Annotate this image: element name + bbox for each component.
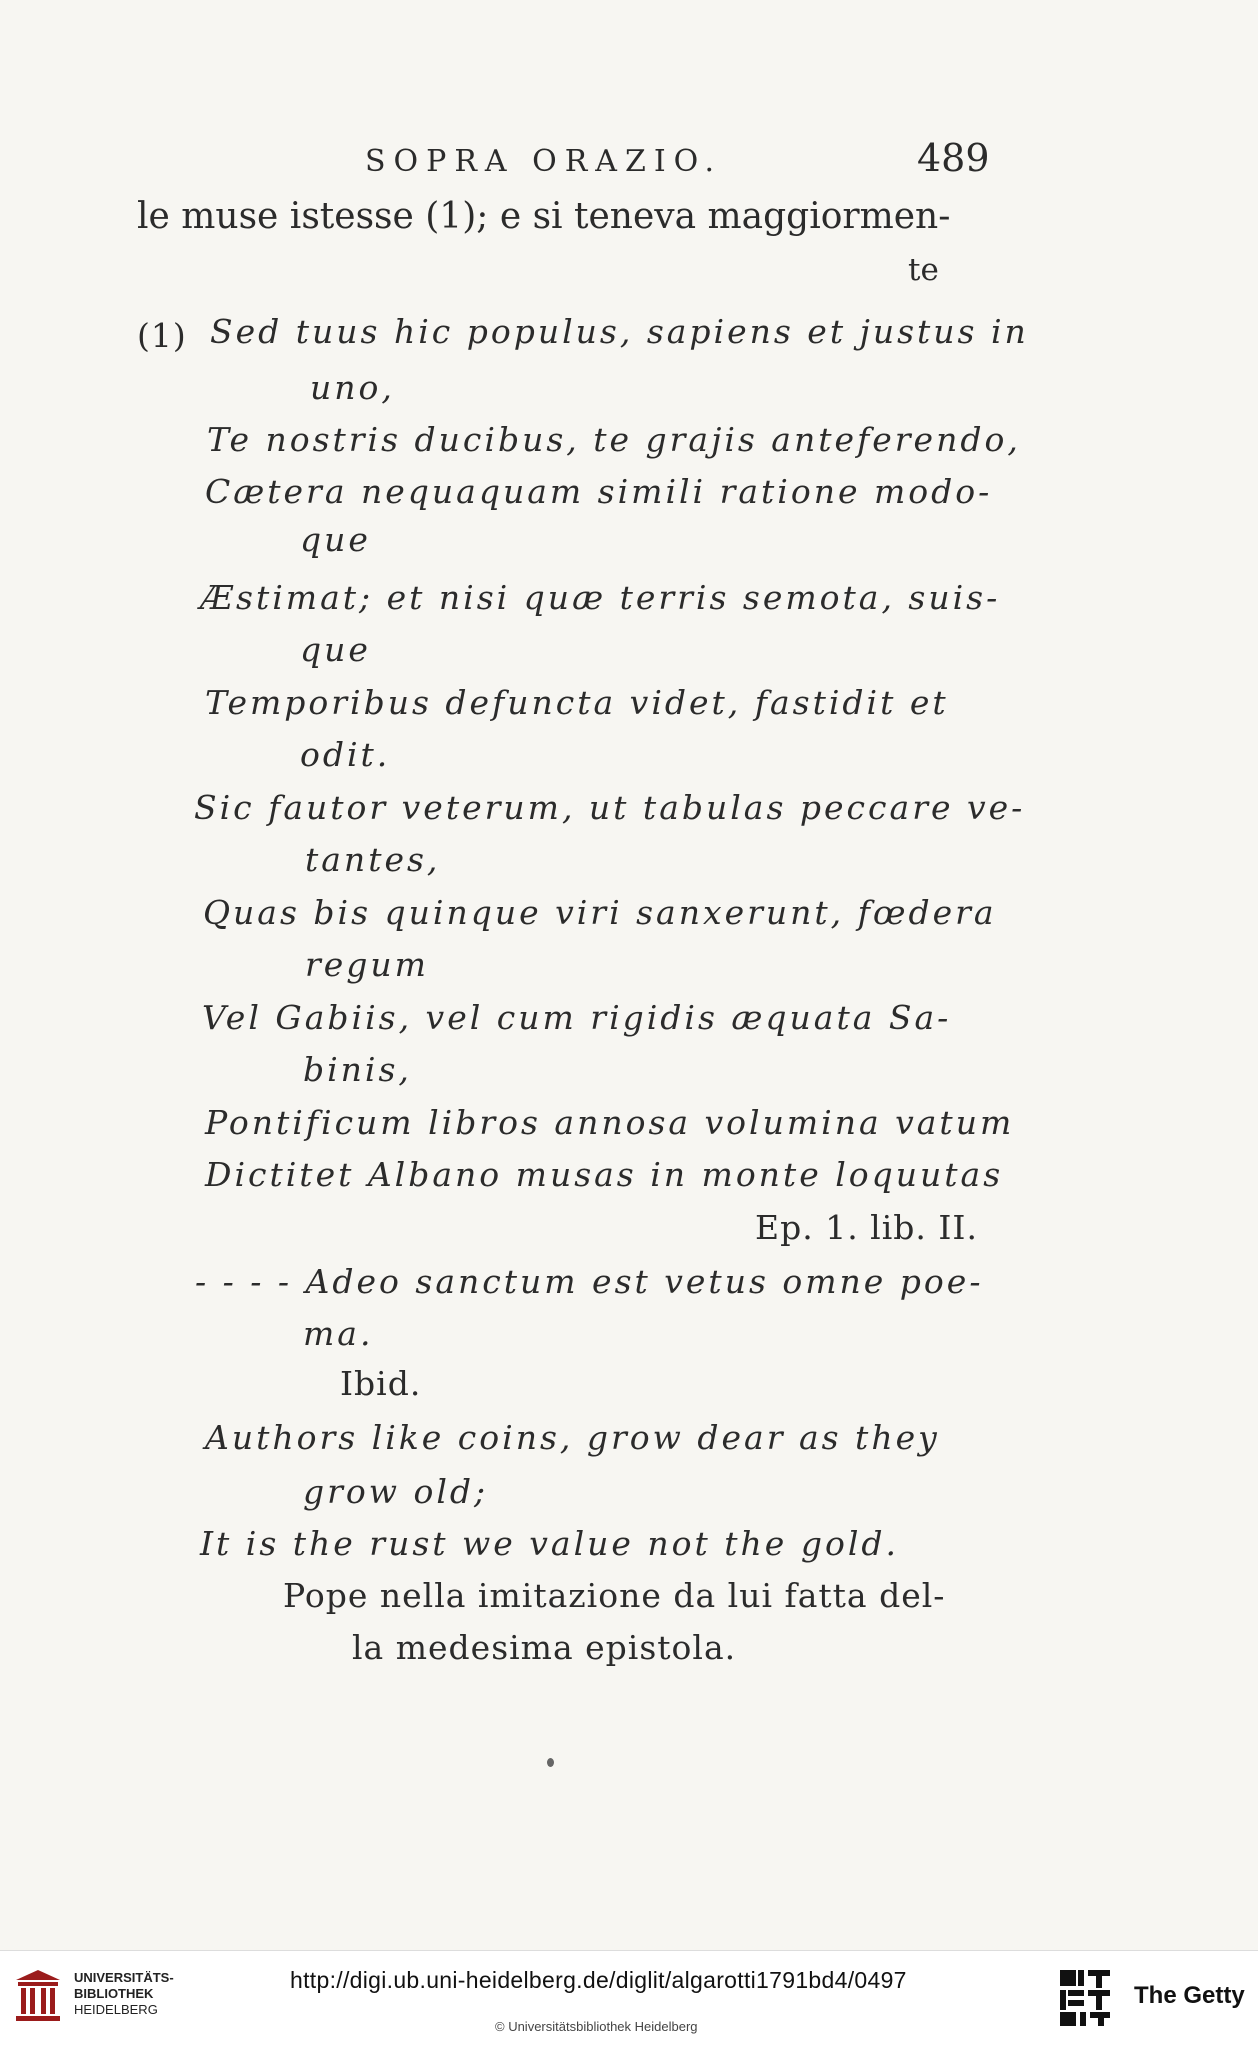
english-verse-line: Authors like coins, grow dear as they: [205, 1418, 940, 1457]
library-name: [74, 1970, 174, 2018]
footnote-verse-line: que: [300, 520, 371, 559]
getty-name: The Getty: [1134, 1982, 1245, 2009]
footnote-verse-line: odit.: [300, 735, 391, 774]
footnote-verse-line: ma.: [303, 1314, 374, 1353]
page-number: 489: [917, 136, 990, 180]
footnote-marker: (1): [137, 316, 187, 355]
footnote-verse-line: Pontificum libros annosa volumina vatum: [205, 1103, 1015, 1142]
bleed-through-texture: [150, 240, 1110, 317]
library-name-line: BIBLIOTHEK: [74, 1986, 154, 2001]
ink-speck: [547, 1758, 554, 1767]
body-text-line: te: [908, 252, 939, 288]
english-verse-line: It is the rust we value not the gold.: [200, 1524, 899, 1563]
copyright-notice: © Universitätsbibliothek Heidelberg: [495, 2019, 698, 2034]
footnote-verse-line: Sed tuus hic populus, sapiens et justus in: [210, 312, 1029, 351]
footnote-verse-line: Dictitet Albano musas in monte loquutas: [205, 1155, 1004, 1194]
footnote-verse-line: Quas bis quinque viri sanxerunt, fœdera: [203, 893, 997, 932]
citation: Ibid.: [340, 1364, 422, 1403]
permalink-url[interactable]: http://digi.ub.uni-heidelberg.de/diglit/algarotti1791bd4/0497: [290, 1967, 907, 1993]
footnote-verse-line: Cætera nequaquam simili ratione modo-: [205, 472, 993, 511]
running-head-title: SOPRA ORAZIO.: [365, 144, 723, 179]
footnote-verse-line: Te nostris ducibus, te grajis anteferendo,: [207, 420, 1021, 459]
footnote-verse-line: que: [300, 630, 371, 669]
footnote-verse-line: Vel Gabiis, vel cum rigidis æquata Sa-: [202, 998, 952, 1037]
body-text-line: le muse istesse (1); e si teneva maggiormen-: [137, 196, 951, 237]
library-name-line: UNIVERSITÄTS-: [74, 1970, 174, 1985]
library-name-line: HEIDELBERG: [74, 2002, 158, 2017]
attribution-line: la medesima epistola.: [352, 1628, 737, 1667]
english-verse-line: grow old;: [303, 1472, 489, 1511]
attribution-line: Pope nella imitazione da lui fatta del-: [283, 1576, 946, 1615]
footnote-verse-line: Sic fautor veterum, ut tabulas peccare ve-: [194, 788, 1026, 827]
footnote-verse-line: Temporibus defuncta videt, fastidit et: [205, 683, 949, 722]
university-library-logo-icon: [12, 1968, 64, 2026]
footnote-verse-line: tantes,: [305, 840, 441, 879]
footnote-verse-line: uno,: [310, 368, 395, 407]
citation: Ep. 1. lib. II.: [755, 1208, 978, 1247]
getty-logo-icon: [1058, 1968, 1112, 2028]
footnote-verse-line: - - - - Adeo sanctum est vetus omne poe-: [195, 1262, 984, 1301]
footnote-verse-line: Æstimat; et nisi quæ terris semota, suis-: [200, 578, 1001, 617]
footnote-verse-line: regum: [305, 945, 429, 984]
footnote-verse-line: binis,: [303, 1050, 412, 1089]
